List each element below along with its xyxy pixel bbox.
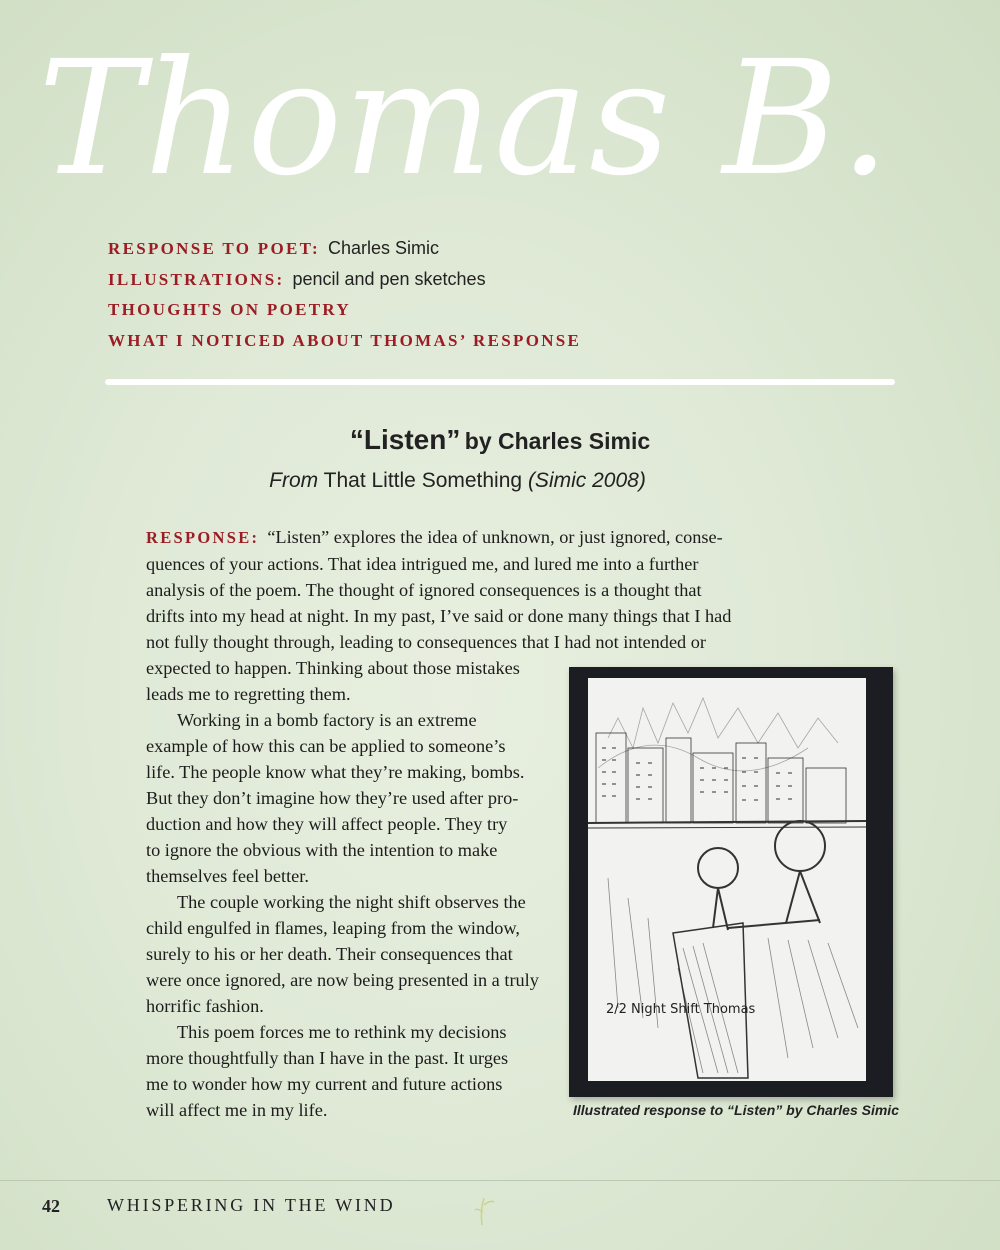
response-line: leads me to regretting them.	[146, 684, 351, 704]
response-to-poet-value: Charles Simic	[327, 238, 440, 258]
poem-heading	[0, 424, 1000, 456]
response-line: life. The people know what they’re making, bombs.	[146, 762, 525, 782]
response-line: themselves feel better.	[146, 866, 309, 886]
source-book: That Little Something	[323, 469, 523, 492]
response-line: But they don’t imagine how they’re used after pro-	[146, 788, 519, 808]
response-line: will affect me in my life.	[146, 1100, 328, 1120]
source-from: From	[269, 469, 319, 492]
page-title: Thomas B.	[38, 27, 891, 211]
response-line: drifts into my head at night. In my past, I’ve said or done many things that I had	[146, 606, 732, 626]
sketch-paper	[588, 678, 866, 1081]
divider	[105, 379, 895, 385]
response-line: quences of your actions. That idea intrigued me, and lured me into a further	[146, 554, 699, 574]
sketch-signature: 2/2 Night Shift Thomas	[606, 1002, 756, 1017]
source-citation: (Simic 2008)	[527, 469, 646, 492]
illustrations-label: ILLUSTRATIONS:	[108, 270, 285, 289]
footer-divider	[0, 1180, 1000, 1181]
response-line: example of how this can be applied to someone’s	[146, 736, 506, 756]
poem-title: “Listen”	[349, 424, 461, 455]
figure-caption: Illustrated response to “Listen” by Charles Simic	[573, 1102, 899, 1118]
response-line: duction and how they will affect people. They try	[146, 814, 508, 834]
page-number: 42	[42, 1196, 60, 1216]
response-line: not fully thought through, leading to consequences that I had not intended or	[146, 632, 706, 652]
meta-block	[108, 238, 581, 362]
response-line: were once ignored, are now being presented in a truly	[146, 970, 539, 990]
sprig-ornament-icon	[470, 1190, 500, 1230]
illustration-frame	[569, 667, 893, 1097]
response-line: horrific fashion.	[146, 996, 264, 1016]
response-label: RESPONSE:	[146, 528, 260, 547]
poem-source	[0, 469, 915, 493]
thoughts-on-poetry-label: THOUGHTS ON POETRY	[108, 300, 351, 319]
response-line: surely to his or her death. Their consequences that	[146, 944, 513, 964]
response-line: child engulfed in flames, leaping from the window,	[146, 918, 520, 938]
night-shift-sketch	[588, 678, 866, 1081]
response-line: This poem forces me to rethink my decisions	[177, 1022, 507, 1042]
response-line: RESPONSE: “Listen” explores the idea of unknown, or just ignored, conse-	[146, 527, 723, 547]
what-i-noticed-label: WHAT I NOTICED ABOUT THOMAS’ RESPONSE	[108, 331, 582, 350]
response-line: more thoughtfully than I have in the past. It urges	[146, 1048, 509, 1068]
illustrations-value: pencil and pen sketches	[292, 269, 486, 289]
response-line: analysis of the poem. The thought of ignored consequences is a thought that	[146, 580, 702, 600]
response-line: The couple working the night shift observes the	[177, 892, 526, 912]
poem-author: by Charles Simic	[464, 428, 651, 454]
response-line: to ignore the obvious with the intention to make	[146, 840, 498, 860]
response-line: expected to happen. Thinking about those mistakes	[146, 658, 520, 678]
response-to-poet-label: RESPONSE TO POET:	[108, 239, 320, 258]
book-title: WHISPERING IN THE WIND	[107, 1195, 396, 1215]
response-line: Working in a bomb factory is an extreme	[177, 710, 477, 730]
response-line: me to wonder how my current and future actions	[146, 1074, 503, 1094]
